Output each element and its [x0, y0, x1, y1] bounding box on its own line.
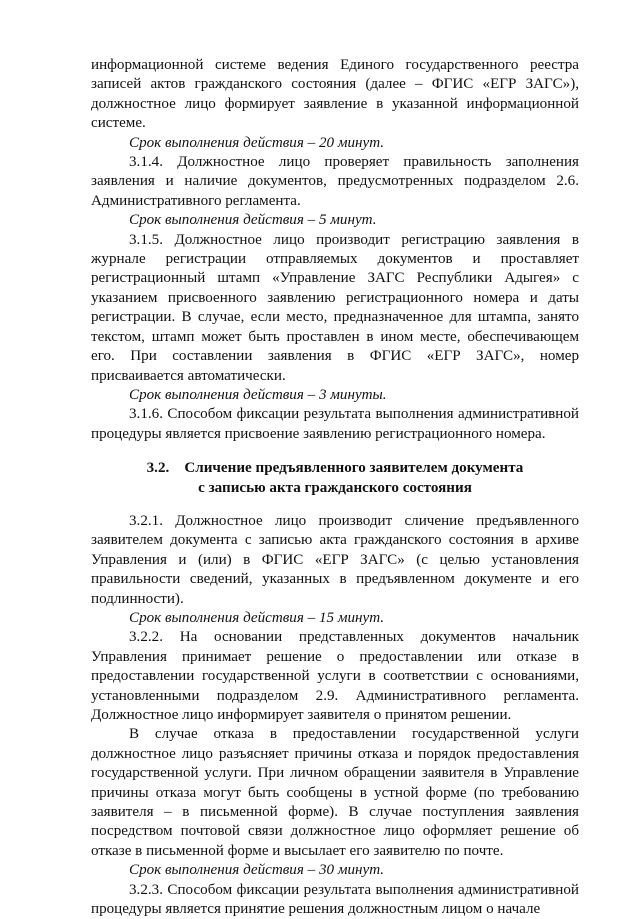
paragraph-3-2-2: 3.2.2. На основании представленных документов начальник Управления принимает решение о предоставлении или отказе в предоставлении государственной услуги в соответствии с основаниями, установленными подразделом 2.9. Административного регламента. Должностное лицо информирует заявителя о принятом решении. — [91, 629, 579, 723]
paragraph-3-2-1: 3.2.1. Должностное лицо производит сличение предъявленного заявителем документа с записью акта гражданского состояния в архиве Управления и (или) в ФГИС «ЕГР ЗАГС» (с целью установления правильности сведений, указанных в предъявленном документе и его подлинности). — [91, 512, 579, 607]
deadline-note: Срок выполнения действия – 30 минут. — [129, 862, 385, 879]
paragraph-continuation: информационной системе ведения Единого государственного реестра записей актов гражданского состояния (далее – ФГИС «ЕГР ЗАГС»), должностное лицо формирует заявление в указанной информационной системе. — [91, 57, 579, 132]
text-column — [91, 56, 579, 919]
paragraph-3-1-5: 3.1.5. Должностное лицо производит регистрацию заявления в журнале регистрации отправляемых документов и проставляет регистрационный штамп «Управление ЗАГС Республики Адыгея» с указанием присвоенного заявлению регистрационного номера и даты регистрации. В случае, если место, предназначенное для штампа, занято текстом, штамп может быть проставлен в ином месте, обеспечивающем его. При составлении заявления в ФГИС «ЕГР ЗАГС», номер присваивается автоматически. — [91, 231, 579, 384]
section-heading-line-1: 3.2. Сличение предъявленного заявителем документа — [146, 460, 524, 477]
paragraph-3-2-3: 3.2.3. Способом фиксации результата выполнения административной процедуры является принятие решения должностным лицом о начале — [91, 881, 579, 918]
section-heading-line-2: с записью акта гражданского состояния — [198, 479, 472, 496]
paragraph-3-1-4: 3.1.4. Должностное лицо проверяет правильность заполнения заявления и наличие документов, предусмотренных подразделом 2.6. Административного регламента. — [91, 154, 579, 209]
deadline-note: Срок выполнения действия – 3 минуты. — [129, 386, 387, 403]
deadline-note: Срок выполнения действия – 5 минут. — [129, 212, 377, 229]
paragraph-refusal: В случае отказа в предоставлении государственной услуги должностное лицо разъясняет причины отказа и порядок предоставления государственной услуги. При личном обращении заявителя в Управление причины отказа могут быть сообщены в устной форме (по требованию заявителя – в письменной форме). В случае поступления заявления посредством почтовой связи должностное лицо оформляет решение об отказе в письменной форме и высылает его заявителю по почте. — [91, 726, 579, 859]
deadline-note: Срок выполнения действия – 15 минут. — [129, 609, 385, 626]
deadline-note: Срок выполнения действия – 20 минут. — [129, 134, 385, 151]
paragraph-3-1-6: 3.1.6. Способом фиксации результата выполнения административной процедуры является присвоение заявлению регистрационного номера. — [91, 406, 579, 442]
section-heading — [91, 459, 579, 498]
